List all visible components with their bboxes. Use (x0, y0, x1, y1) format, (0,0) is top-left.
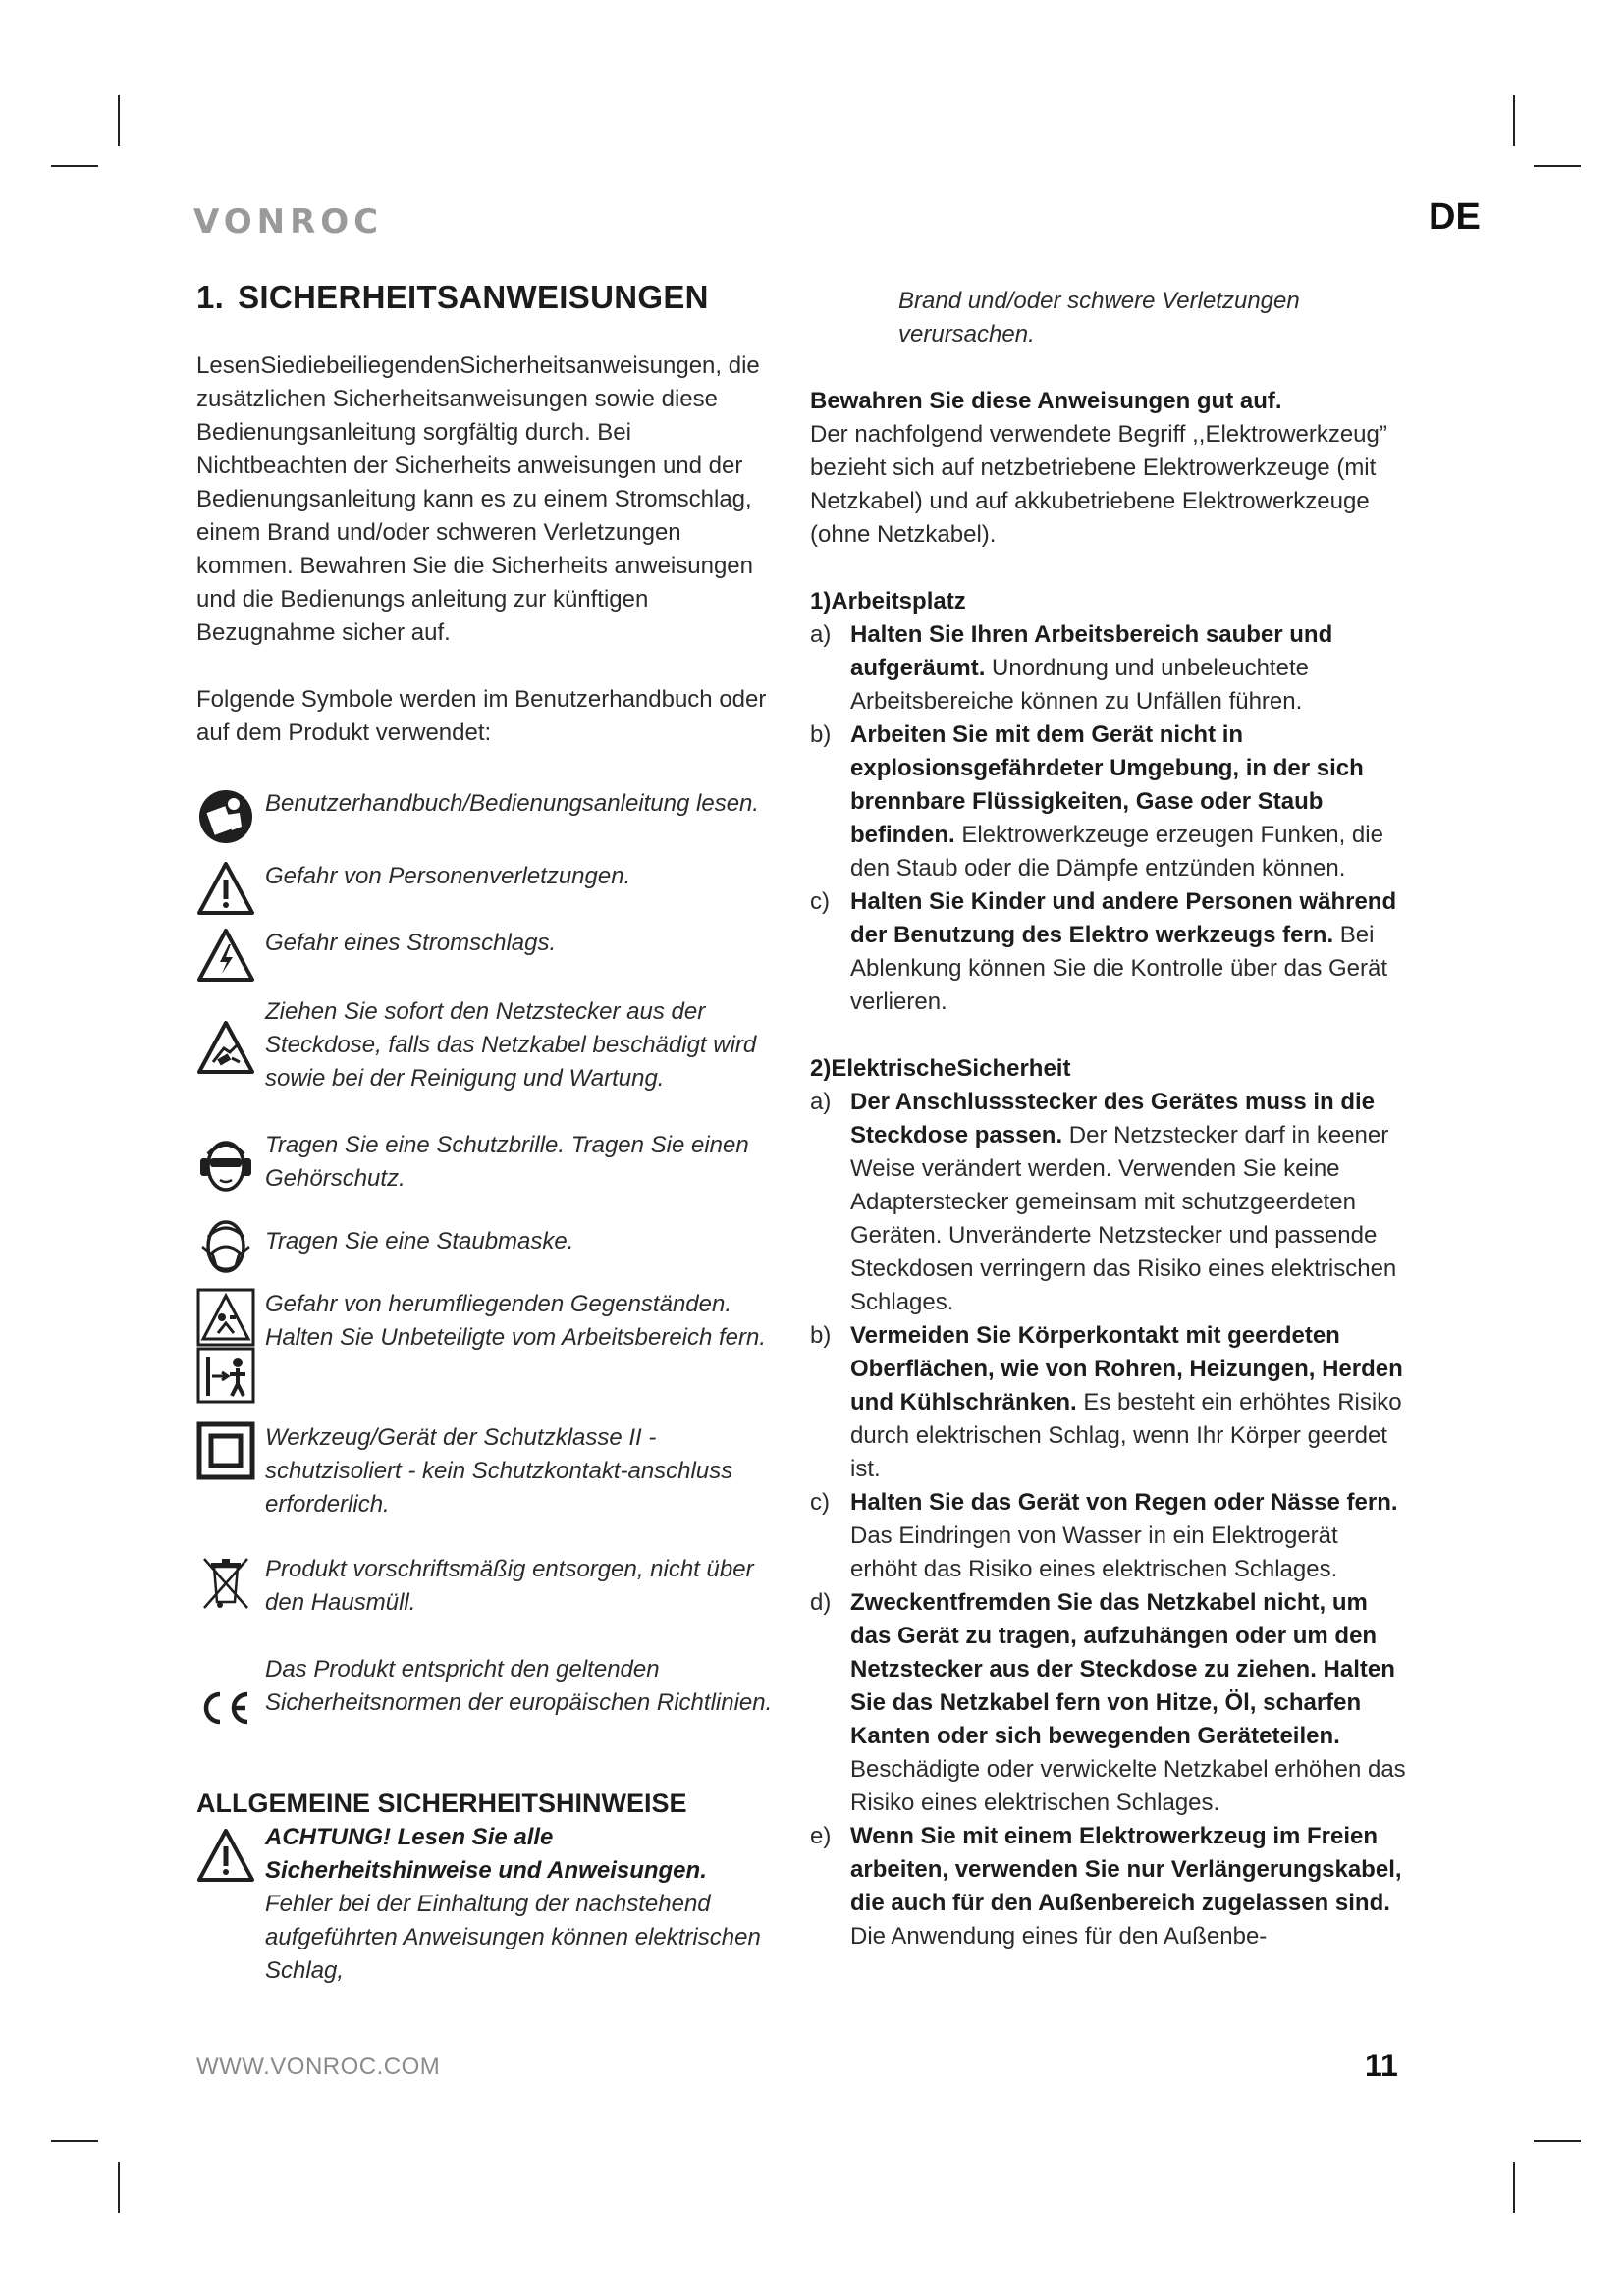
warning-continuation: Brand und/oder schwere Verletzungen verursachen. (898, 288, 1300, 347)
symbol-text: Gefahr eines Stromschlags. (265, 930, 557, 956)
right-column (810, 285, 1409, 1953)
footer-url: WWW.VONROC.COM (196, 2054, 441, 2080)
list-bold: Zweckentfremden Sie das Netzkabel nicht, um das Gerät zu tragen, aufzuhängen oder um den Netzstecker aus der Steckdose zu ziehen. Halten Sie das Netzkabel fern von Hitze, Öl, scharfen Kanten oder sich bewegenden Geräteteilen. (850, 1589, 1395, 1749)
crop-mark (51, 165, 98, 167)
list-label: c) (810, 888, 830, 915)
symbol-row (196, 927, 776, 993)
list-body: Elektrowerkzeuge erzeugen Funken, die den Staub oder die Dämpfe entzünden können. (850, 822, 1383, 881)
symbol-text: Produkt vorschriftsmäßig entsorgen, nicht über den Hausmüll. (265, 1556, 754, 1616)
symbol-row (196, 1553, 776, 1653)
symbol-row (196, 1421, 776, 1541)
warning-bold: ACHTUNG! Lesen Sie alle Sicherheitshinweise und Anweisungen. (265, 1824, 707, 1884)
symbol-row (196, 1288, 776, 1412)
symbol-text: Werkzeug/Gerät der Schutzklasse II - schutzisoliert - kein Schutzkontakt-anschluss erforderlich. (265, 1424, 733, 1518)
list-bold: Halten Sie das Gerät von Regen oder Nässe fern. (850, 1489, 1398, 1516)
unplug-icon (196, 995, 265, 1076)
list-text (850, 618, 1409, 719)
class-ii-icon (196, 1421, 265, 1480)
symbol-row (196, 995, 776, 1119)
list-label: d) (810, 1589, 832, 1616)
section-heading (196, 279, 776, 316)
crop-mark (1534, 165, 1581, 167)
list-bold: Vermeiden Sie Körperkontakt mit geerdeten Oberflächen, wie von Rohren, Heizungen, Herden und Kühlschränken. (850, 1322, 1403, 1415)
section-number: 1. (196, 279, 225, 315)
list-text (850, 1086, 1409, 1319)
list-bold: Arbeiten Sie mit dem Gerät nicht in explosionsgefährdeter Umgebung, in der sich brennbare Flüssigkeiten, Gase oder Staub befinden. (850, 721, 1364, 848)
symbol-text: Benutzerhandbuch/Bedienungsanleitung lesen. (265, 790, 760, 817)
list-text (850, 1820, 1409, 1953)
list-item (810, 1486, 1409, 1586)
electric-shock-icon (196, 927, 265, 984)
list-body: Das Eindringen von Wasser in ein Elektrogerät erhöht das Risiko eines elektrischen Schlages. (850, 1522, 1338, 1582)
flying-objects-icon (196, 1288, 265, 1404)
page-number: 11 (1365, 2048, 1398, 2083)
warning-icon (196, 1821, 265, 1884)
list-body: Unordnung und unbeleuchtete Arbeitsbereiche können zu Unfällen führen. (850, 655, 1309, 715)
crop-mark (1513, 2162, 1515, 2213)
list-body: Der Netzstecker darf in keener Weise verändert werden. Verwenden Sie keine Adapterstecker gemeinsam mit schutzgeerdeten Geräten. Unveränderte Netzstecker und passende Steckdosen verringern das Risiko eines elektrischen Schlages. (850, 1122, 1397, 1315)
list-item (810, 1820, 1409, 1953)
keep-bold: Bewahren Sie diese Anweisungen gut auf. (810, 388, 1282, 414)
symbol-text: Tragen Sie eine Schutzbrille. Tragen Sie einen Gehörschutz. (265, 1132, 749, 1192)
list-text (850, 1486, 1409, 1586)
list-label: b) (810, 1322, 832, 1349)
list-bold: Halten Sie Kinder und andere Personen während der Benutzung des Elektro werkzeugs fern. (850, 888, 1397, 948)
symbol-text: Gefahr von Personenverletzungen. (265, 863, 631, 889)
list-body: Bei Ablenkung können Sie die Kontrolle über das Gerät verlieren. (850, 922, 1388, 1015)
crop-mark (118, 95, 120, 146)
list-body: Beschädigte oder verwickelte Netzkabel erhöhen das Risiko eines elektrischen Schlages. (850, 1756, 1406, 1816)
list-item (810, 1319, 1409, 1486)
list-item (810, 719, 1409, 885)
section-title: SICHERHEITSANWEISUNGEN (238, 279, 709, 315)
symbol-row (196, 1217, 776, 1286)
left-column (196, 279, 776, 1988)
list-bold: Wenn Sie mit einem Elektrowerkzeug im Freien arbeiten, verwenden Sie nur Verlängerungskabel, die auch für den Außenbereich zugelassen sind. (850, 1823, 1402, 1916)
symbol-text: Tragen Sie eine Staubmaske. (265, 1228, 574, 1255)
symbols-intro: Folgende Symbole werden im Benutzerhandbuch oder auf dem Produkt verwendet: (196, 686, 767, 746)
weee-bin-icon (196, 1553, 265, 1612)
symbol-text: Gefahr von herumfliegenden Gegenständen. Halten Sie Unbeteiligte vom Arbeitsbereich fern. (265, 1291, 767, 1351)
list-body: Die Anwendung eines für den Außenbe- (850, 1923, 1268, 1949)
list-label: e) (810, 1823, 832, 1849)
list-label: a) (810, 1089, 832, 1115)
list-item (810, 885, 1409, 1019)
list-text (850, 1319, 1409, 1486)
warning-body: Fehler bei der Einhaltung der nachstehend aufgeführten Anweisungen können elektrischen Schlag, (265, 1891, 761, 1984)
list-label: c) (810, 1489, 830, 1516)
list-label: a) (810, 621, 832, 648)
subsection-title-workplace: 1)Arbeitsplatz (810, 588, 966, 614)
symbol-text: Das Produkt entspricht den geltenden Sicherheitsnormen der europäischen Richtlinien. (265, 1656, 773, 1716)
list-item (810, 618, 1409, 719)
warning-text (265, 1821, 776, 1988)
symbol-row (196, 1653, 776, 1779)
list-bold: Der Anschlussstecker des Gerätes muss in die Steckdose passen. (850, 1089, 1376, 1148)
keep-text: Der nachfolgend verwendete Begriff ,,Elektrowerkzeug” bezieht sich auf netzbetriebene Elektrowerkzeuge (mit Netzkabel) und auf akkubetriebene Elektrowerkzeuge (ohne Netzkabel). (810, 421, 1387, 548)
symbol-row (196, 860, 776, 927)
crop-mark (1513, 95, 1515, 146)
list-text (850, 885, 1409, 1019)
list-bold: Halten Sie Ihren Arbeitsbereich sauber und aufgeräumt. (850, 621, 1333, 681)
list-label: b) (810, 721, 832, 748)
ce-mark-icon (196, 1653, 265, 1728)
list-text (850, 1586, 1409, 1820)
brand-logo: VONROC (193, 202, 384, 241)
language-code: DE (1429, 196, 1481, 238)
list-text (850, 719, 1409, 885)
read-manual-icon (196, 787, 265, 846)
warning-icon (196, 860, 265, 917)
general-safety-heading: ALLGEMEINE SICHERHEITSHINWEISE (196, 1789, 687, 1818)
intro-paragraph: LesenSiediebeiliegendenSicherheitsanweisungen, die zusätzlichen Sicherheitsanweisungen sowie diese Bedienungsanleitung sorgfältig durch. Bei Nichtbeachten der Sicherheits anweisungen und der Bedienungsanleitung kann es zu einem Stromschlag, einem Brand und/oder schweren Verletzungen kommen. Bewahren Sie die Sicherheits anweisungen und die Bedienungs anleitung zur künftigen Bezugnahme sicher auf. (196, 352, 760, 646)
crop-mark (118, 2162, 120, 2213)
symbol-text: Ziehen Sie sofort den Netzstecker aus der Steckdose, falls das Netzkabel beschädigt wird sowie bei der Reinigung und Wartung. (265, 998, 757, 1092)
crop-mark (51, 2140, 98, 2142)
crop-mark (1534, 2140, 1581, 2142)
list-item (810, 1586, 1409, 1820)
symbol-row (196, 1129, 776, 1205)
goggles-earmuffs-icon (196, 1129, 265, 1194)
subsection-title-electrical: 2)ElektrischeSicherheit (810, 1055, 1071, 1082)
dust-mask-icon (196, 1217, 265, 1276)
list-item (810, 1086, 1409, 1319)
keep-instructions (810, 385, 1409, 552)
list-body: Es besteht ein erhöhtes Risiko durch elektrischen Schlag, wenn Ihr Körper geerdet ist. (850, 1389, 1402, 1482)
warning-row (196, 1821, 776, 1988)
symbol-row (196, 787, 776, 856)
